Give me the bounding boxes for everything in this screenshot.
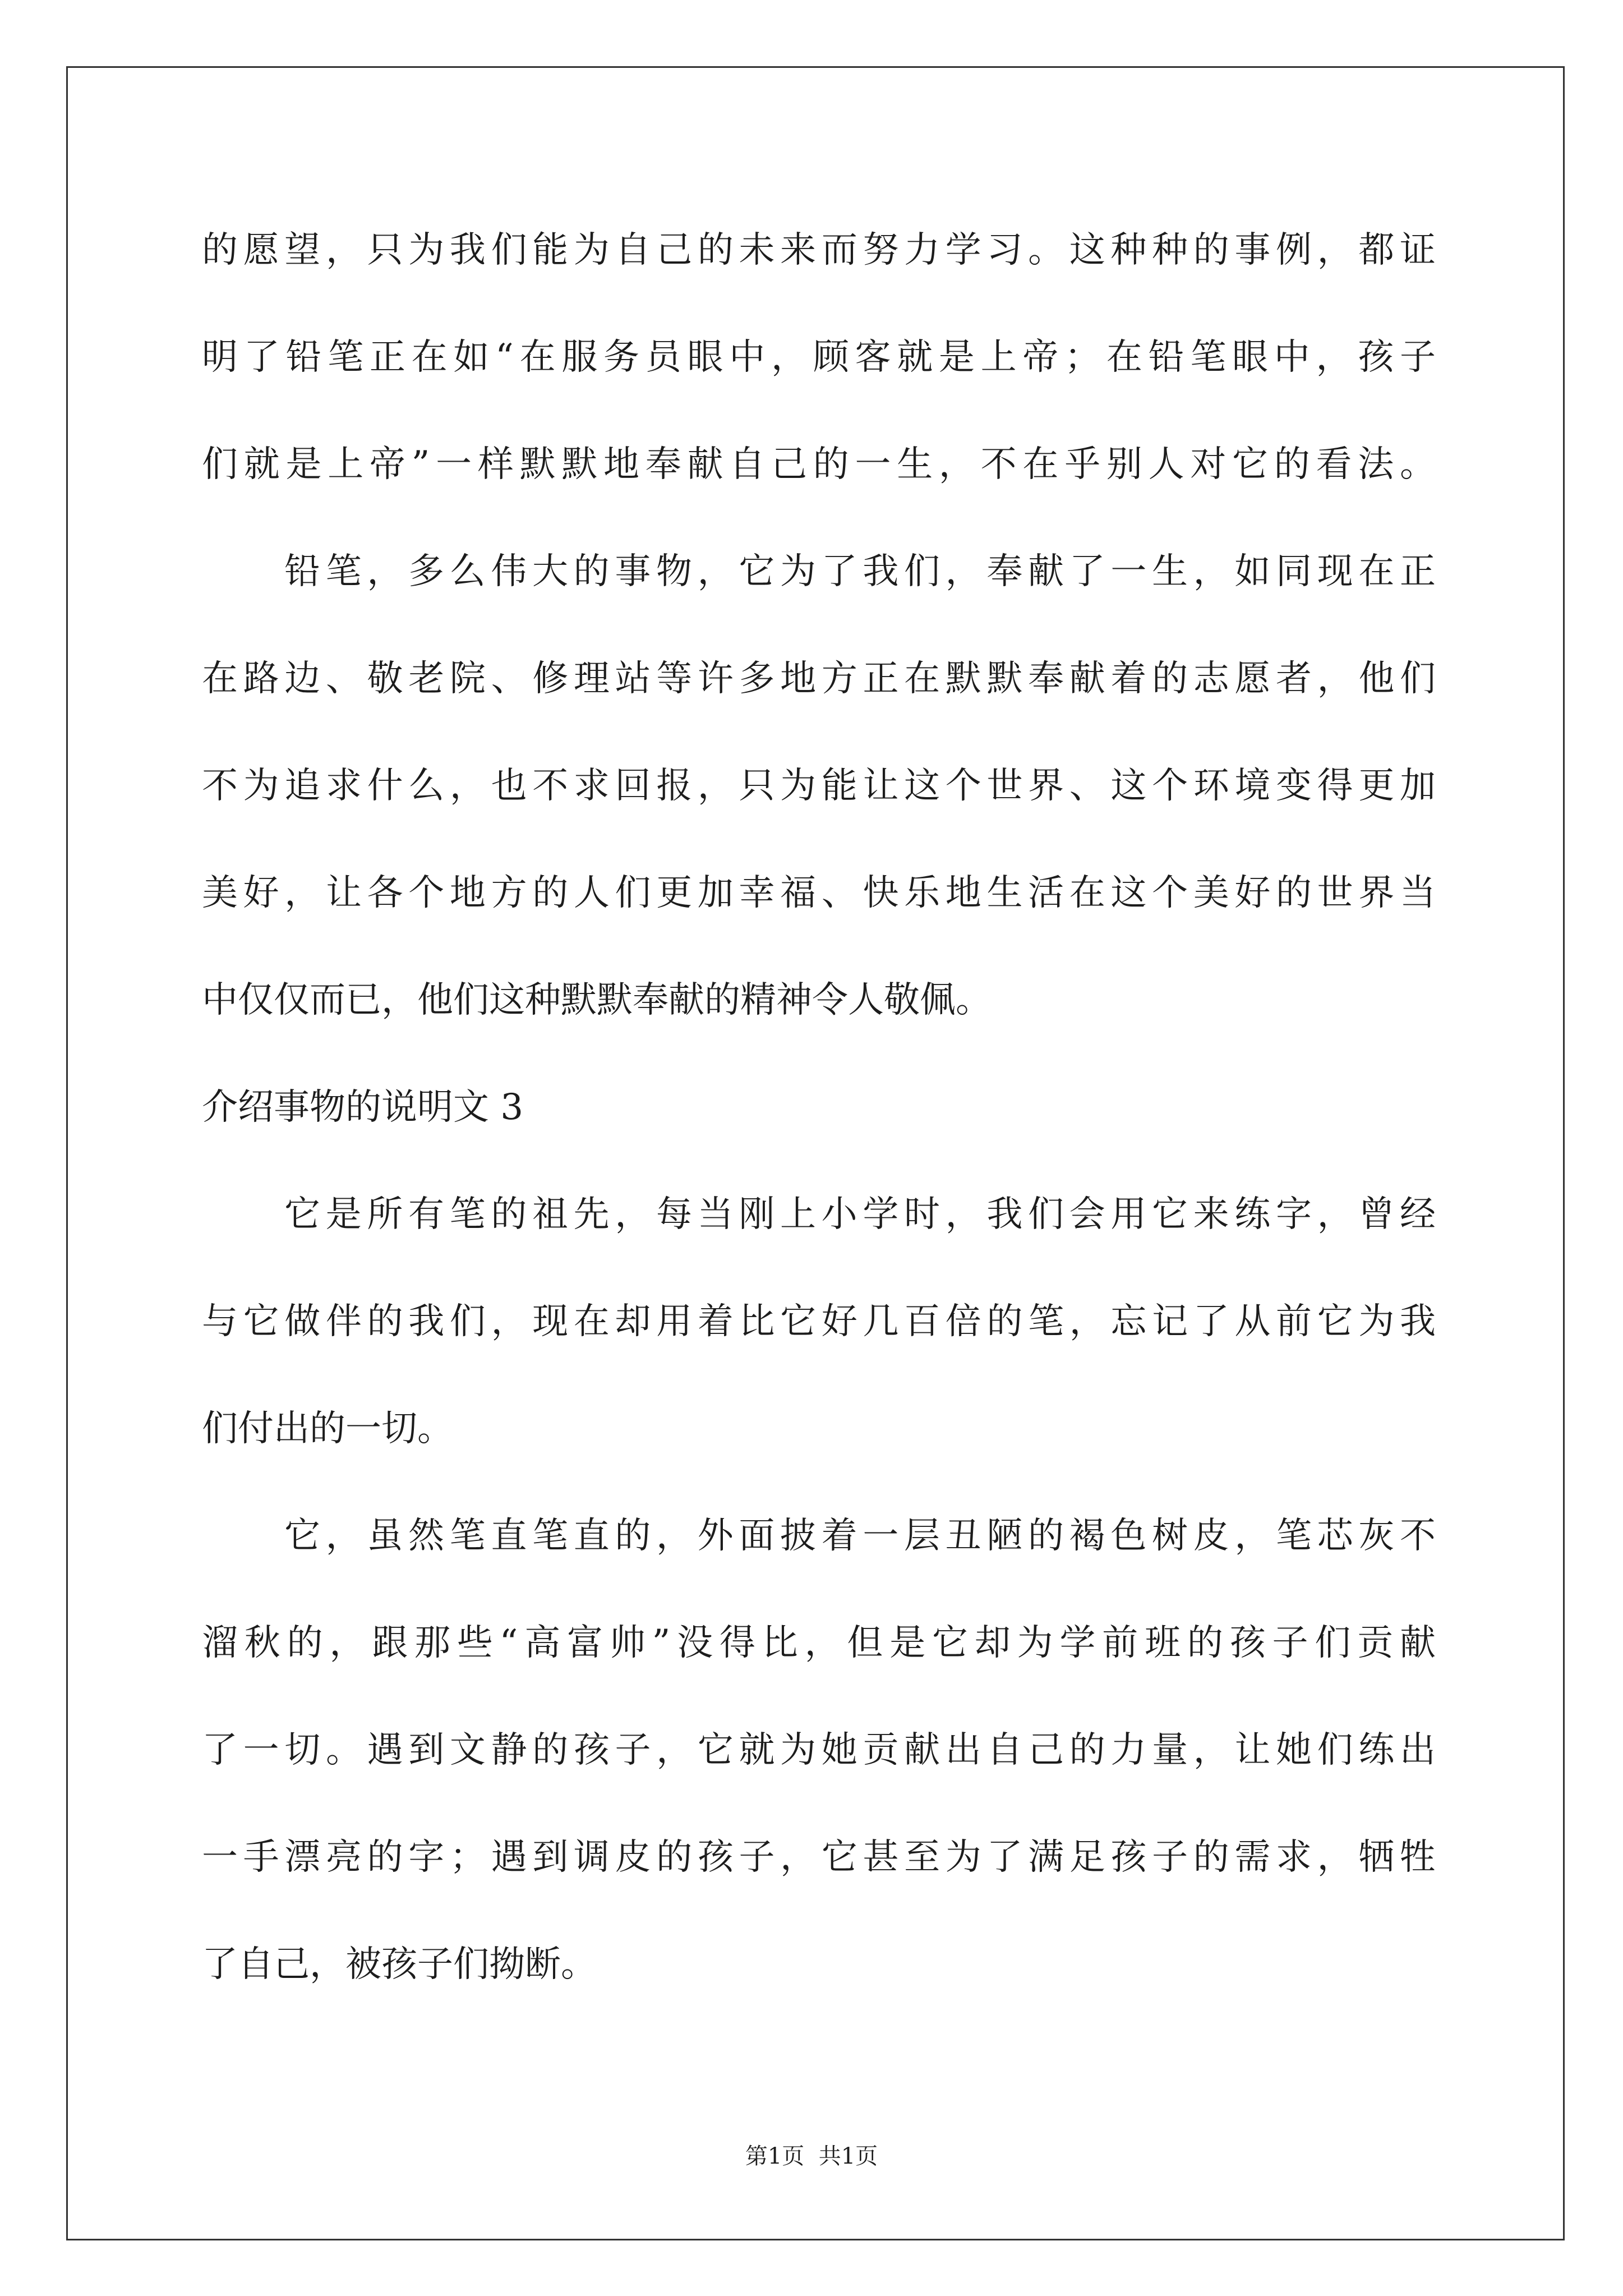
- text-line: 溜秋的，跟那些“高富帅”没得比，但是它却为学前班的孩子们贡献: [202, 1622, 1436, 1664]
- text-line: 与它做伴的我们，现在却用着比它好几百倍的笔，忘记了从前它为我: [202, 1301, 1436, 1342]
- section-heading: 介绍事物的说明文 3: [202, 1087, 524, 1128]
- page-footer: 第1页 共1页: [745, 2143, 878, 2169]
- text-line: 一手漂亮的字；遇到调皮的孩子，它甚至为了满足孩子的需求，牺牲: [202, 1837, 1436, 1878]
- text-line: 美好，让各个地方的人们更加幸福、快乐地生活在这个美好的世界当: [202, 872, 1436, 914]
- text-line: 了一切。遇到文静的孩子，它就为她贡献出自己的力量，让她们练出: [202, 1729, 1436, 1771]
- text-line: 了自己，被孩子们拗断。: [202, 1944, 597, 1985]
- text-line: 它是所有笔的祖先，每当刚上小学时，我们会用它来练字，曾经: [284, 1194, 1436, 1235]
- text-line: 铅笔，多么伟大的事物，它为了我们，奉献了一生，如同现在正: [284, 551, 1436, 592]
- text-line: 不为追求什么，也不求回报，只为能让这个世界、这个环境变得更加: [202, 765, 1436, 807]
- text-line: 们付出的一切。: [202, 1408, 453, 1450]
- text-line: 它，虽然笔直笔直的，外面披着一层丑陋的褐色树皮，笔芯灰不: [284, 1515, 1436, 1557]
- text-line: 中仅仅而已，他们这种默默奉献的精神令人敬佩。: [202, 979, 992, 1021]
- text-line: 在路边、敬老院、修理站等许多地方正在默默奉献着的志愿者，他们: [202, 658, 1436, 700]
- document-body: [202, 197, 1436, 2018]
- text-line: 的愿望，只为我们能为自己的未来而努力学习。这种种的事例，都证: [202, 229, 1436, 271]
- text-line: 明了铅笔正在如“在服务员眼中，顾客就是上帝；在铅笔眼中，孩子: [202, 337, 1436, 378]
- text-line: 们就是上帝”一样默默地奉献自己的一生，不在乎别人对它的看法。: [202, 444, 1436, 485]
